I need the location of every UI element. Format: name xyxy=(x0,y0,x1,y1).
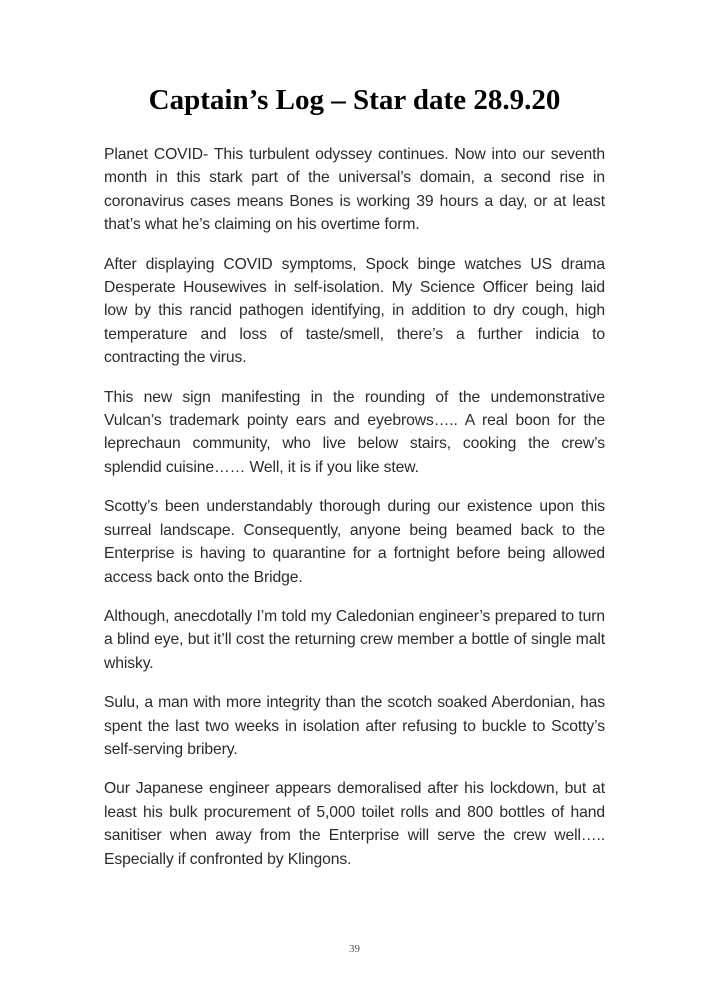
paragraph: Sulu, a man with more integrity than the scotch soaked Aberdonian, has spent the last two weeks in isolation after refusing to buckle to Scotty’s self-serving bribery. xyxy=(104,694,605,758)
body-text xyxy=(104,143,605,887)
paragraph: Scotty’s been understandably thorough during our existence upon this surreal landscape. Consequently, anyone being beamed back to the Enterprise is having to quarantine for a fortnight before being allowed access back onto the Bridge. xyxy=(104,498,605,586)
paragraph: Planet COVID- This turbulent odyssey continues. Now into our seventh month in this stark part of the universal’s domain, a second rise in coronavirus cases means Bones is working 39 hours a day, or at least that’s what he’s claiming on his overtime form. xyxy=(104,146,605,234)
paragraph: After displaying COVID symptoms, Spock binge watches US drama Desperate Housewives in self-isolation. My Science Officer being laid low by this rancid pathogen identifying, in addition to dry cough, high temperature and loss of taste/smell, there’s a further indicia to contracting the virus. xyxy=(104,255,605,367)
page-number: 39 xyxy=(349,943,360,955)
page-title: Captain’s Log – Star date 28.9.20 xyxy=(148,84,561,116)
paragraph: This new sign manifesting in the rounding of the undemonstrative Vulcan’s trademark pointy ears and eyebrows….. A real boon for the leprechaun community, who live below stairs, cooking the crew’s splendid cuisine…… Well, it is if you like stew. xyxy=(104,388,605,476)
paragraph: Although, anecdotally I’m told my Caledonian engineer’s prepared to turn a blind eye, but it’ll cost the returning crew member a bottle of single malt whisky. xyxy=(104,607,605,672)
paragraph: Our Japanese engineer appears demoralised after his lockdown, but at least his bulk procurement of 5,000 toilet rolls and 800 bottles of hand sanitiser when away from the Enterprise will serve the crew well….. Especially if confronted by Klingons. xyxy=(104,780,605,868)
